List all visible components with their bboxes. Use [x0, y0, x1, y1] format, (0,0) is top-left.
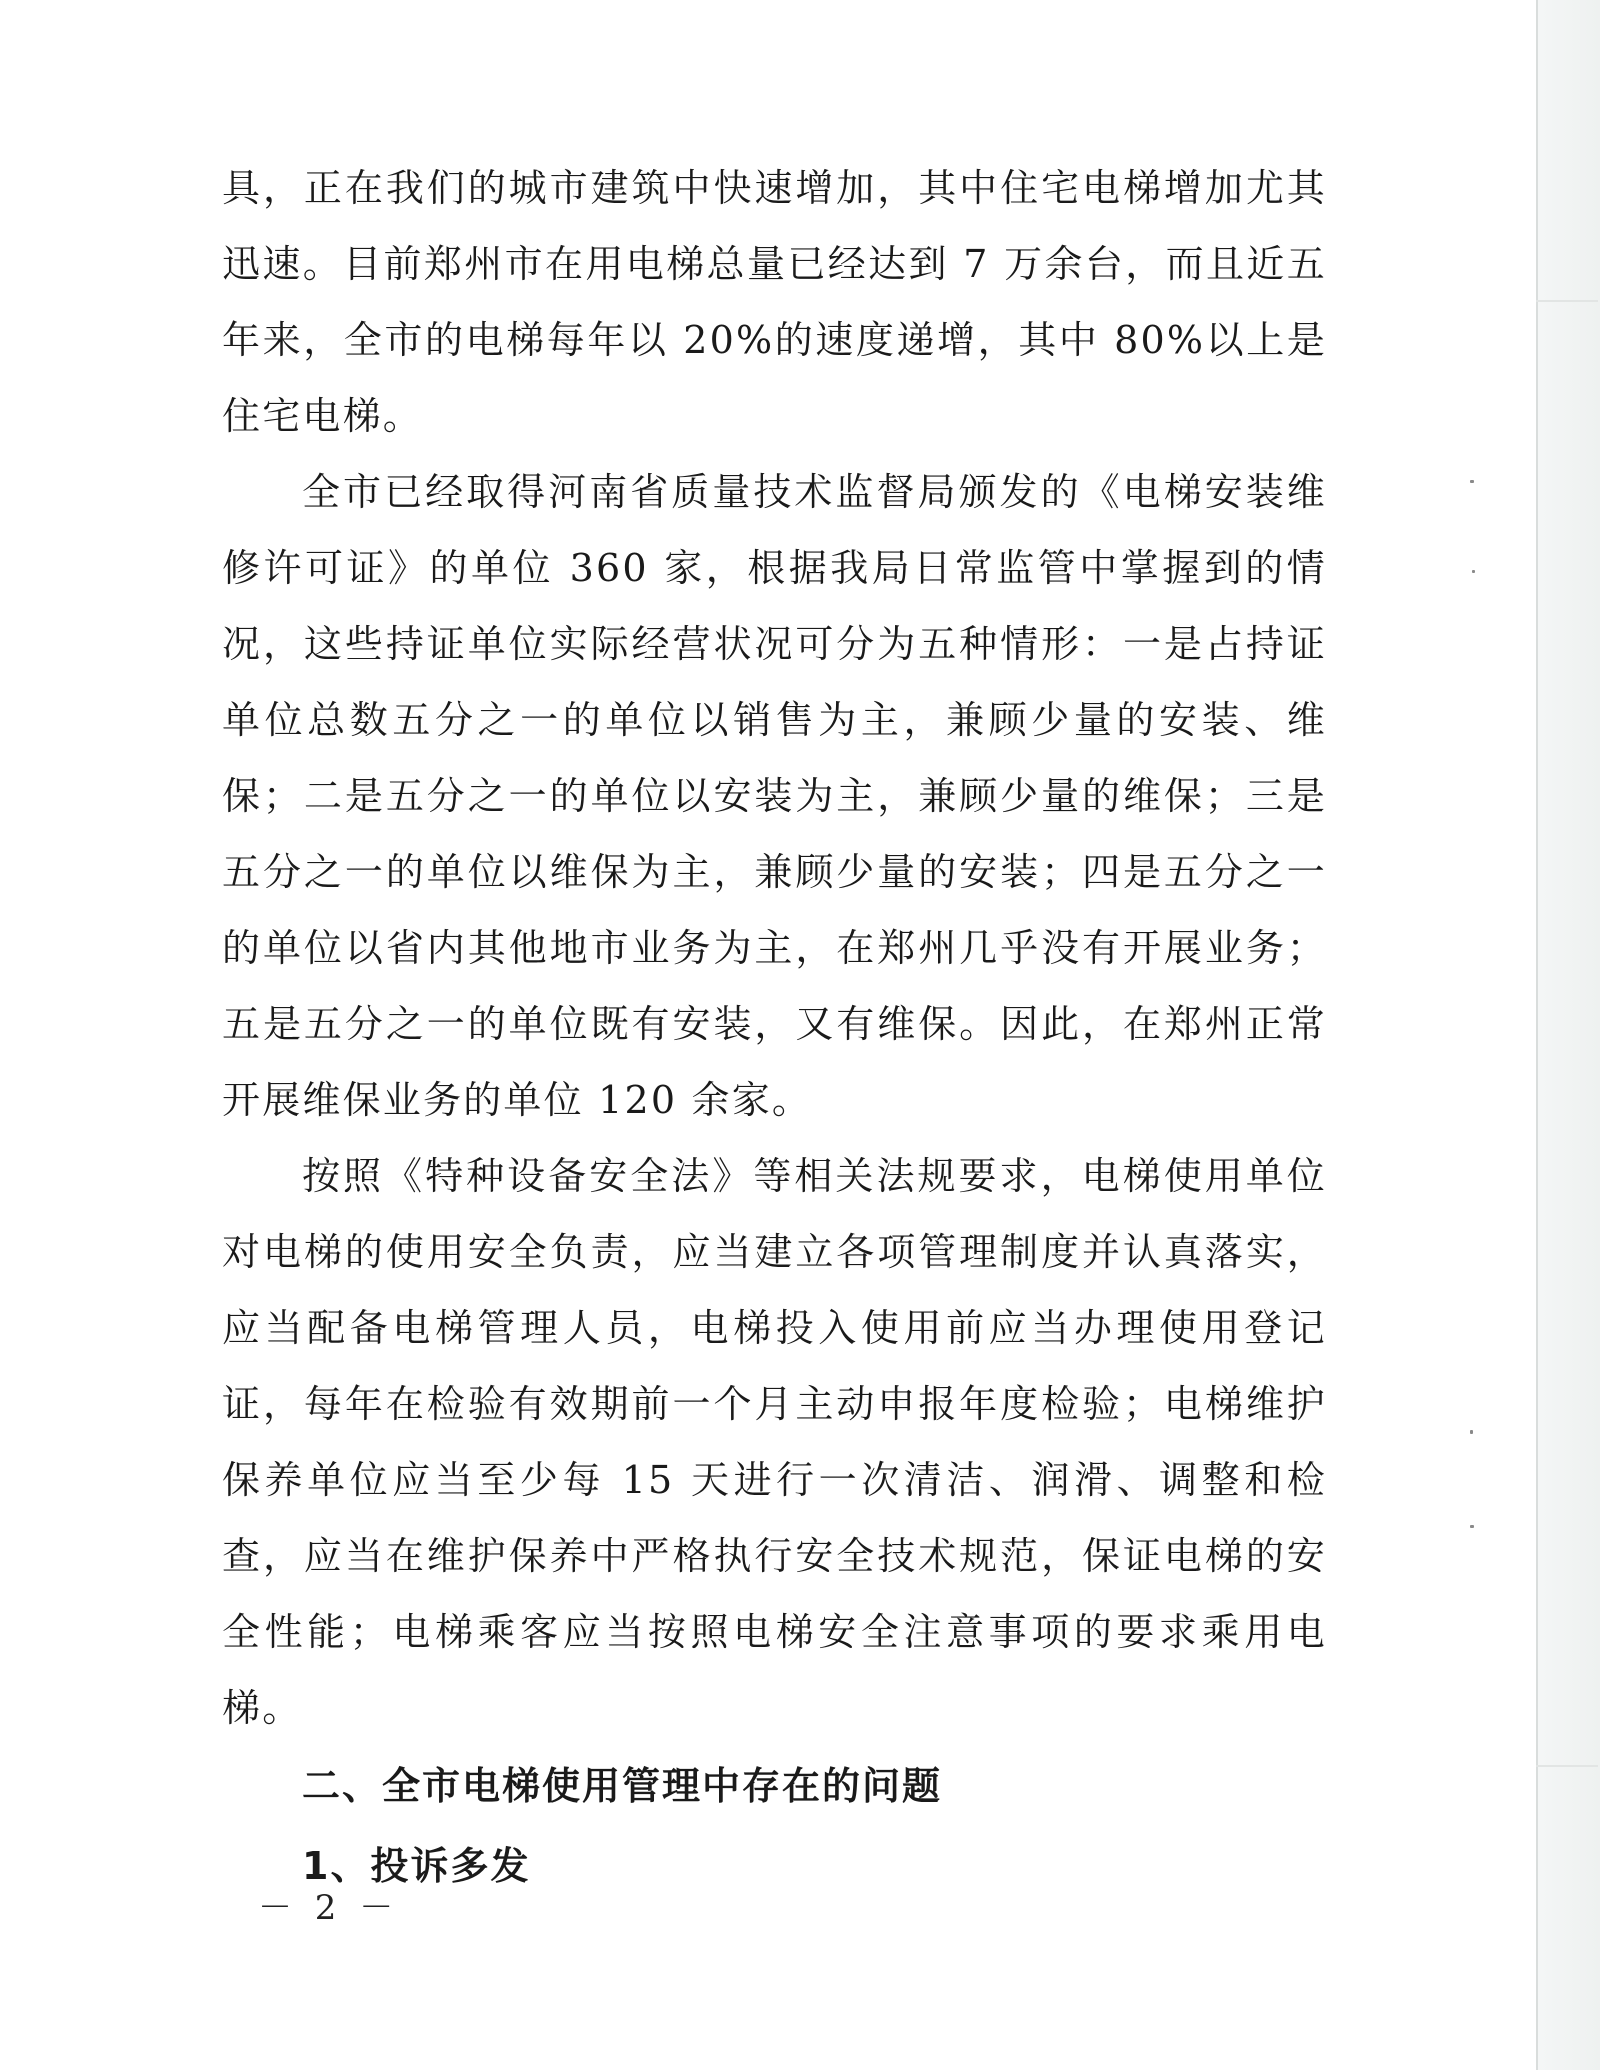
scan-speck — [1472, 570, 1475, 573]
paragraph-regulations: 按照《特种设备安全法》等相关法规要求，电梯使用单位对电梯的使用安全负责，应当建立各项管理制度并认真落实，应当配备电梯管理人员，电梯投入使用前应当办理使用登记证，每年在检验有效期前一个月主动申报年度检验；电梯维护保养单位应当至少每 15 天进行一次清洁、润滑、调整和检查，应当在维护保养中严格执行安全技术规范，保证电梯的安全性能；电梯乘客应当按照电梯安全注意事项的要求乘用电梯。 — [222, 1154, 1327, 1730]
page-edge — [1536, 0, 1600, 2070]
document-body — [222, 150, 1327, 1906]
scan-speck — [1470, 1525, 1474, 1528]
scan-speck — [1470, 1430, 1473, 1434]
edge-mark — [1536, 1765, 1598, 1767]
section-heading: 二、全市电梯使用管理中存在的问题 — [302, 1764, 943, 1808]
edge-mark — [1536, 300, 1598, 302]
subsection-heading: 1、投诉多发 — [302, 1844, 531, 1888]
scan-speck — [1470, 480, 1474, 483]
paragraph-continued: 具，正在我们的城市建筑中快速增加，其中住宅电梯增加尤其迅速。目前郑州市在用电梯总量已经达到 7 万余台，而且近五年来，全市的电梯每年以 20%的速度递增，其中 80%以上是住宅电梯。 — [222, 166, 1327, 438]
page-number: － 2 － — [258, 1888, 400, 1928]
paragraph-license-units: 全市已经取得河南省质量技术监督局颁发的《电梯安装维修许可证》的单位 360 家，根据我局日常监管中掌握到的情况，这些持证单位实际经营状况可分为五种情形：一是占持证单位总数五分之一的单位以销售为主，兼顾少量的安装、维保；二是五分之一的单位以安装为主，兼顾少量的维保；三是五分之一的单位以维保为主，兼顾少量的安装；四是五分之一的单位以省内其他地市业务为主，在郑州几乎没有开展业务；五是五分之一的单位既有安装，又有维保。因此，在郑州正常开展维保业务的单位 120 余家。 — [222, 470, 1327, 1122]
